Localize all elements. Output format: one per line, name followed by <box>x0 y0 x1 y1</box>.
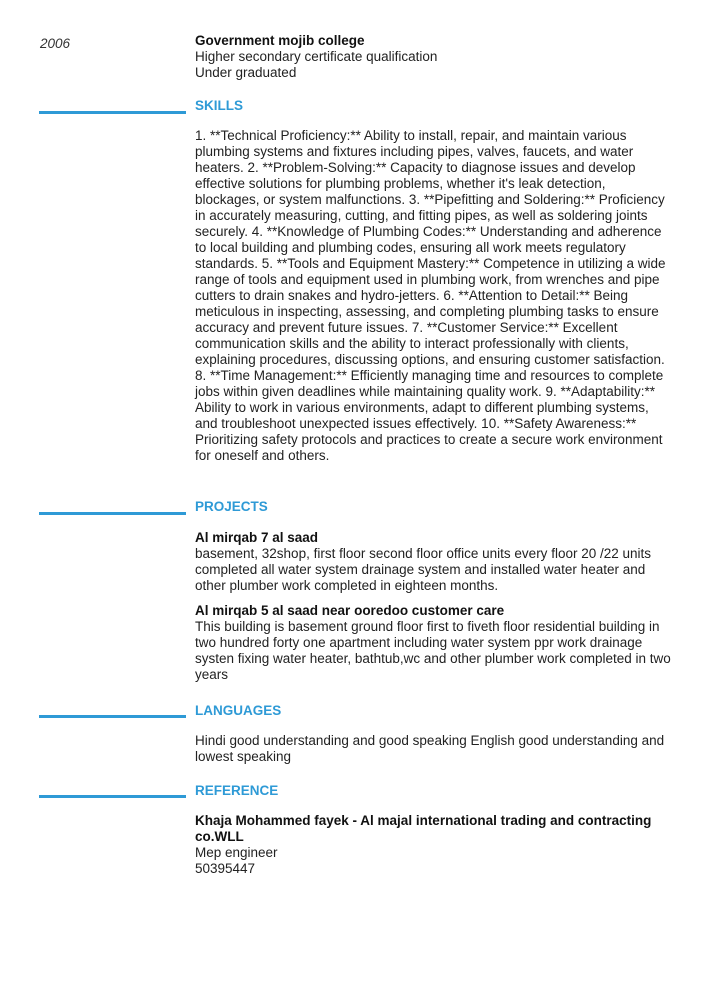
education-qualification: Higher secondary certificate qualification <box>195 49 438 64</box>
reference-phone: 50395447 <box>195 861 256 876</box>
reference-entry <box>195 813 671 877</box>
education-entry <box>195 33 671 81</box>
project-description: basement, 32shop, first floor second floor office units every floor 20 /22 units completed all water system drainage system and installed water heater and other plumber work completed in eighteen months. <box>195 546 652 593</box>
reference-divider <box>39 795 186 798</box>
project-title: Al mirqab 5 al saad near ooredoo customer care <box>195 603 505 618</box>
projects-heading: PROJECTS <box>195 499 268 514</box>
languages-text: Hindi good understanding and good speaking English good understanding and lowest speaking <box>195 733 665 764</box>
education-institution: Government mojib college <box>195 33 365 48</box>
project-item <box>195 603 671 683</box>
project-description: This building is basement ground floor first to fiveth floor residential building in two hundred forty one apartment including water system ppr work drainage systen fixing water heater, bathtub,wc and other plumber work completed in two years <box>195 619 671 682</box>
project-item <box>195 530 671 594</box>
education-status: Under graduated <box>195 65 297 80</box>
project-title: Al mirqab 7 al saad <box>195 530 319 545</box>
skills-text: 1. **Technical Proficiency:** Ability to install, repair, and maintain various plumbing systems and fixtures including pipes, valves, faucets, and water heaters. 2. **Problem-Solving:** Capacity to diagnose issues and develop effective solutions for plumbing problems, whether it's leak detection, blockages, or system malfunctions. 3. **Pipefitting and Soldering:** Proficiency in accurately measuring, cutting, and fitting pipes, as well as soldering joints securely. 4. **Knowledge of Plumbing Codes:** Understanding and adherence to local building and plumbing codes, ensuring all work meets regulatory standards. 5. **Tools and Equipment Mastery:** Competence in utilizing a wide range of tools and equipment used in plumbing work, from wrenches and pipe cutters to drain snakes and hydro-jetters. 6. **Attention to Detail:** Being meticulous in inspecting, assessing, and completing plumbing tasks to ensure accuracy and prevent future issues. 7. **Customer Service:** Excellent communication skills and the ability to interact professionally with clients, explaining procedures, discussing options, and ensuring customer satisfaction. 8. **Time Management:** Efficiently managing time and resources to complete jobs within given deadlines while maintaining quality work. 9. **Adaptability:** Ability to work in various environments, adapt to different plumbing systems, and troubleshoot unexpected issues effectively. 10. **Safety Awareness:** Prioritizing safety protocols and practices to create a secure work environment for oneself and others. <box>195 128 666 463</box>
reference-name: Khaja Mohammed fayek - Al majal international trading and contracting co.WLL <box>195 813 652 844</box>
languages-heading: LANGUAGES <box>195 703 282 718</box>
reference-role: Mep engineer <box>195 845 278 860</box>
skills-divider <box>39 111 186 114</box>
education-year: 2006 <box>40 36 71 51</box>
skills-heading: SKILLS <box>195 98 244 113</box>
languages-divider <box>39 715 186 718</box>
projects-divider <box>39 512 186 515</box>
reference-heading: REFERENCE <box>195 783 279 798</box>
